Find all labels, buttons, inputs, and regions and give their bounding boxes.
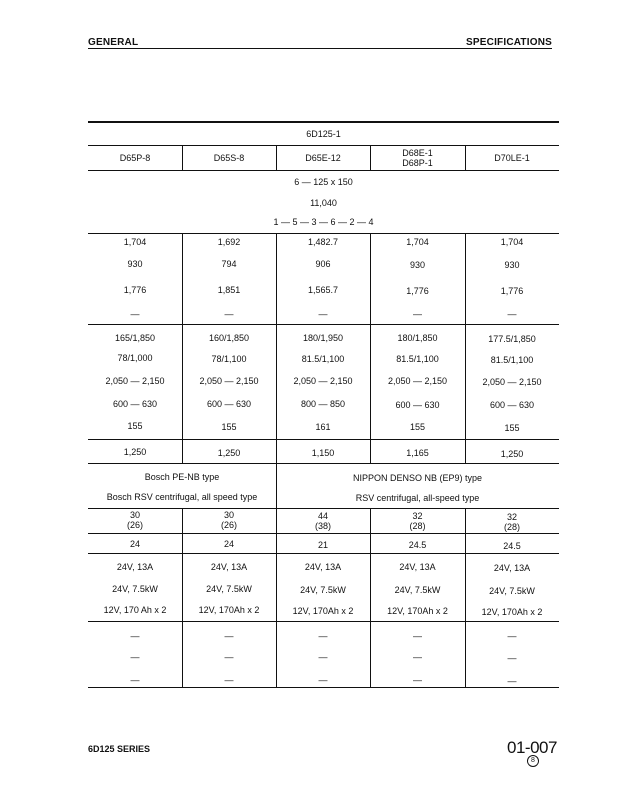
fuel-pump-right: NIPPON DENSO NB (EP9) type	[352, 473, 483, 483]
table-cell: (28)	[503, 522, 520, 532]
table-cell: 24V, 13A	[399, 562, 436, 572]
table-cell: 1,565.7	[307, 285, 339, 295]
table-cell: —	[224, 675, 234, 685]
table-cell: —	[413, 309, 422, 319]
table-cell: 12V, 170Ah x 2	[292, 606, 354, 616]
table-cell: —	[318, 631, 328, 641]
table-cell: 930	[504, 260, 520, 270]
table-cell: 155	[127, 421, 143, 431]
table-cell: 155	[504, 423, 520, 433]
table-cell: 24	[223, 539, 234, 549]
table-cell: 1,776	[406, 286, 429, 296]
displacement-value: 11,040	[310, 198, 337, 208]
table-cell: 24V, 13A	[116, 562, 154, 572]
table-cell: 1,250	[123, 447, 147, 457]
governor-left: Bosch RSV centrifugal, all speed type	[106, 492, 258, 502]
table-cell: 24V, 13A	[304, 562, 342, 572]
table-cell: 24V, 7.5kW	[112, 584, 158, 594]
table-cell: 600 — 630	[489, 400, 535, 410]
table-cell: 24.5	[503, 541, 521, 551]
fuel-pump-left: Bosch PE-NB type	[144, 472, 220, 482]
table-cell: —	[130, 652, 140, 662]
table-cell: 2,050 — 2,150	[387, 376, 448, 386]
table-cell: 24V, 7.5kW	[394, 585, 441, 595]
table-cell: 1,150	[311, 448, 335, 458]
model-header: D70LE-1	[494, 153, 530, 163]
table-cell: —	[413, 631, 422, 641]
table-cell: 12V, 170Ah x 2	[387, 606, 448, 616]
table-cell: 165/1,850	[114, 333, 156, 343]
revision-badge: 8	[527, 755, 539, 767]
table-cell: 180/1,850	[397, 333, 438, 343]
table-cell: 2,050 — 2,150	[105, 376, 165, 386]
table-cell: 44	[317, 511, 328, 521]
table-cell: 1,250	[500, 449, 524, 459]
table-cell: 906	[315, 259, 331, 269]
table-cell: (28)	[409, 521, 426, 531]
table-cell: —	[130, 309, 140, 319]
table-cell: 12V, 170Ah x 2	[481, 607, 543, 617]
table-cell: 1,851	[217, 285, 241, 295]
table-cell: (38)	[314, 521, 331, 531]
table-cell: (26)	[220, 520, 237, 530]
table-cell: 1,250	[217, 448, 241, 458]
table-cell: 81.5/1,100	[301, 354, 345, 364]
table-cell: —	[507, 653, 517, 663]
table-cell: (26)	[126, 520, 143, 530]
table-cell: 24V, 7.5kW	[206, 584, 252, 594]
table-cell: 81.5/1,100	[490, 355, 534, 365]
table-cell: —	[130, 631, 140, 641]
table-cell: 930	[127, 259, 143, 269]
table-cell: —	[413, 675, 422, 685]
series-label: 6D125 SERIES	[88, 744, 151, 754]
header-rule	[88, 48, 552, 49]
table-cell: 1,776	[123, 285, 147, 295]
table-cell: 30	[223, 510, 234, 520]
table-cell: 21	[317, 540, 328, 550]
table-cell: —	[318, 309, 328, 319]
page-title: SPECIFICATIONS	[466, 37, 552, 48]
table-cell: 12V, 170Ah x 2	[198, 605, 260, 615]
table-cell: 177.5/1,850	[488, 334, 536, 344]
model-header: D65S-8	[213, 153, 245, 163]
table-cell: 78/1,100	[211, 354, 247, 364]
table-cell: 600 — 630	[112, 399, 158, 409]
table-cell: 794	[221, 259, 237, 269]
model-header: D65P-8	[119, 153, 151, 163]
table-cell: 1,165	[406, 448, 429, 458]
table-cell: 1,704	[406, 237, 429, 247]
table-cell: 1,776	[500, 286, 524, 296]
table-cell: 24	[129, 539, 140, 549]
governor-right: RSV centrifugal, all-speed type	[355, 493, 480, 503]
bore-stroke-value: 6 — 125 x 150	[294, 177, 353, 187]
table-cell: —	[318, 652, 328, 662]
table-cell: 1,704	[500, 237, 524, 247]
table-cell: 800 — 850	[300, 399, 346, 409]
table-cell: 24V, 13A	[210, 562, 248, 572]
table-cell: 30	[129, 510, 140, 520]
table-cell: 24V, 7.5kW	[489, 586, 535, 596]
table-cell: 2,050 — 2,150	[199, 376, 259, 386]
model-header: D68E-1	[402, 148, 433, 158]
table-cell: —	[413, 652, 422, 662]
table-cell: 600 — 630	[206, 399, 252, 409]
table-cell: 78/1,000	[117, 353, 153, 363]
table-cell: 24.5	[408, 540, 427, 550]
table-cell: 161	[315, 422, 331, 432]
table-cell: 32	[412, 511, 423, 521]
table-cell: 160/1,850	[208, 333, 250, 343]
table-cell: 600 — 630	[395, 400, 440, 410]
table-cell: 24V, 7.5kW	[300, 585, 346, 595]
table-cell: 32	[506, 512, 517, 522]
table-cell: 12V, 170 Ah x 2	[103, 605, 167, 615]
table-cell: 180/1,950	[302, 333, 344, 343]
table-cell: —	[507, 676, 517, 686]
table-cell: —	[507, 631, 517, 641]
table-cell: —	[224, 631, 234, 641]
table-cell: —	[224, 652, 234, 662]
table-cell: —	[318, 675, 328, 685]
table-cell: 81.5/1,100	[396, 354, 439, 364]
table-cell: 930	[409, 260, 426, 270]
model-header: D68P-1	[402, 158, 433, 168]
table-cell: 2,050 — 2,150	[293, 376, 353, 386]
firing-order-value: 1 — 5 — 3 — 6 — 2 — 4	[273, 217, 374, 227]
table-cell: 2,050 — 2,150	[482, 377, 542, 387]
table-cell: —	[507, 309, 517, 319]
table-cell: —	[130, 675, 140, 685]
section-title: GENERAL	[88, 37, 139, 48]
table-cell: 155	[221, 422, 237, 432]
table-cell: 24V, 13A	[493, 563, 531, 573]
table-cell: 1,692	[217, 237, 241, 247]
table-cell: 1,704	[123, 237, 147, 247]
engine-model: 6D125-1	[306, 129, 341, 139]
page-number: 01-007	[507, 738, 557, 757]
table-cell: —	[224, 309, 234, 319]
table-cell: 155	[409, 422, 426, 432]
model-header: D65E-12	[305, 153, 341, 163]
table-cell: 1,482.7	[307, 237, 339, 247]
